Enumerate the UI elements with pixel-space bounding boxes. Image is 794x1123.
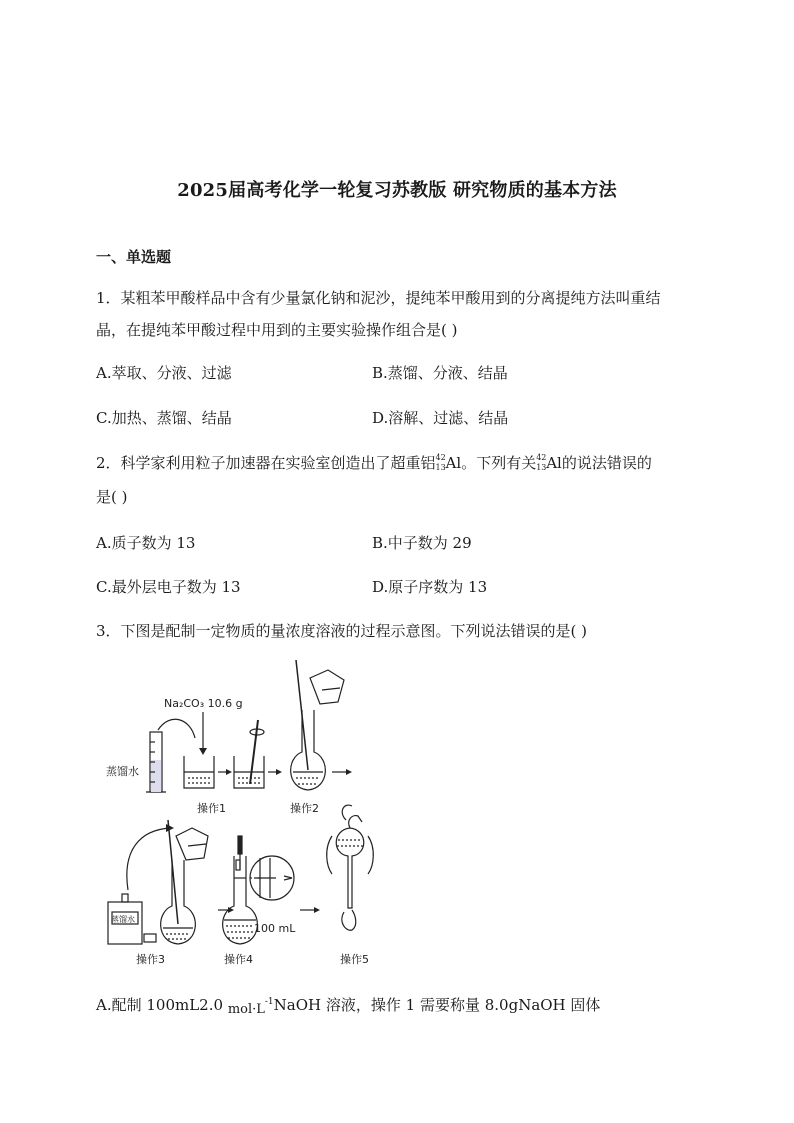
nuclide-mass-number: 42 (536, 453, 547, 462)
graduated-cylinder (146, 732, 166, 792)
pour-arrow-1 (158, 719, 195, 738)
nuclide-element: Al (546, 454, 562, 472)
option-a-exponent: -1 (264, 997, 274, 1007)
nuclide-atomic-number: 13 (536, 463, 547, 472)
beaker-2 (234, 720, 264, 788)
document-title: 2025届高考化学一轮复习苏教版 研究物质的基本方法 (177, 180, 617, 201)
operation-2-label: 操作2 (290, 802, 319, 815)
question-1-option-c: C.加热、蒸馏、结晶 (96, 409, 232, 427)
question-2-line-2: 是( ) (96, 488, 128, 506)
nuclide-symbol-1 (436, 453, 446, 473)
eye-level-inset (250, 856, 294, 900)
section-heading: 一、单选题 (96, 248, 172, 266)
nuclide-atomic-number: 13 (435, 463, 446, 472)
question-2-prefix: 2．科学家利用粒子加速器在实验室创造出了超重铝 (96, 454, 436, 472)
volume-label: 100 mL (254, 922, 296, 935)
question-3-stem: 3．下图是配制一定物质的量浓度溶液的过程示意图。下列说法错误的是( ) (96, 622, 588, 640)
volumetric-flask-1 (291, 660, 344, 790)
nuclide-mass-number: 42 (435, 453, 446, 462)
question-2-option-a: A.质子数为 13 (96, 534, 196, 552)
question-1-option-d: D.溶解、过滤、结晶 (372, 409, 509, 427)
question-2-option-d: D.原子序数为 13 (372, 578, 488, 596)
option-a-suffix: NaOH 溶液，操作 1 需要称量 8.0gNaOH 固体 (273, 996, 601, 1014)
inverted-flask (327, 805, 374, 930)
question-2-line-1 (96, 453, 652, 473)
question-2-option-b: B.中子数为 29 (372, 534, 472, 552)
question-1-line-1: 1．某粗苯甲酸样品中含有少量氯化钠和泥沙，提纯苯甲酸用到的分离提纯方法叫重结 (96, 289, 661, 307)
question-2-middle: 。下列有关 (461, 454, 537, 472)
volumetric-flask-2 (161, 820, 208, 944)
question-2-suffix: 的说法错误的 (561, 454, 652, 472)
rotate-arrow-right (368, 836, 373, 874)
operation-3-label: 操作3 (136, 953, 165, 966)
bottle-label: 蒸馏水 (111, 915, 135, 924)
option-a-prefix: A.配制 100mL2.0 (96, 996, 228, 1014)
reagent-arrowhead (199, 748, 207, 755)
question-1-option-b: B.蒸馏、分液、结晶 (372, 364, 508, 382)
stopper (144, 934, 156, 942)
nuclide-element: Al (445, 454, 462, 472)
rotate-arrow-left (327, 836, 332, 874)
reagent-label: Na₂CO₃ 10.6 g (164, 697, 243, 710)
question-3-option-a (96, 992, 600, 1017)
nuclide-symbol-2 (536, 453, 546, 473)
operation-1-label: 操作1 (197, 802, 226, 815)
solution-preparation-diagram (100, 660, 400, 970)
operation-4-label: 操作4 (224, 953, 253, 966)
question-1-line-2: 晶，在提纯苯甲酸过程中用到的主要实验操作组合是( ) (96, 321, 458, 339)
water-label: 蒸馏水 (106, 765, 139, 778)
question-2-option-c: C.最外层电子数为 13 (96, 578, 241, 596)
pour-arrow-2 (127, 828, 170, 890)
beaker-1 (184, 756, 214, 788)
volumetric-flask-3 (223, 836, 258, 944)
question-1-option-a: A.萃取、分液、过滤 (96, 364, 232, 382)
option-a-unit: mol·L (227, 1002, 265, 1017)
operation-5-label: 操作5 (340, 953, 369, 966)
